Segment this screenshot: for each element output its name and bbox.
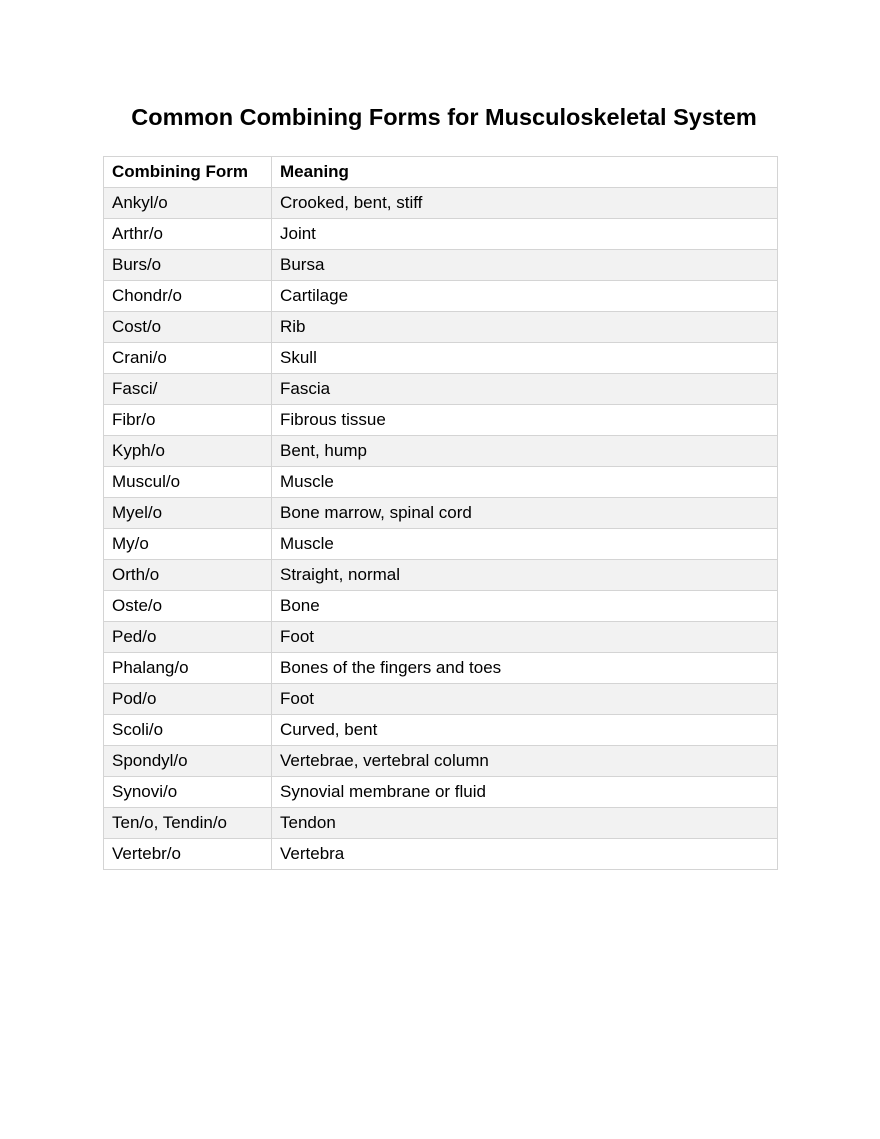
table-header bbox=[104, 157, 778, 188]
combining-form-cell: Crani/o bbox=[104, 343, 272, 374]
table-row bbox=[104, 312, 778, 343]
meaning-cell: Vertebrae, vertebral column bbox=[272, 746, 778, 777]
meaning-cell: Crooked, bent, stiff bbox=[272, 188, 778, 219]
table-row bbox=[104, 591, 778, 622]
table-row bbox=[104, 622, 778, 653]
combining-form-cell: Myel/o bbox=[104, 498, 272, 529]
meaning-cell: Rib bbox=[272, 312, 778, 343]
table-row bbox=[104, 374, 778, 405]
combining-form-cell: Scoli/o bbox=[104, 715, 272, 746]
combining-form-cell: Arthr/o bbox=[104, 219, 272, 250]
meaning-cell: Cartilage bbox=[272, 281, 778, 312]
meaning-cell: Vertebra bbox=[272, 839, 778, 870]
table-row bbox=[104, 219, 778, 250]
combining-form-cell: Vertebr/o bbox=[104, 839, 272, 870]
table-row bbox=[104, 560, 778, 591]
combining-form-cell: Fasci/ bbox=[104, 374, 272, 405]
table-row bbox=[104, 281, 778, 312]
meaning-cell: Foot bbox=[272, 622, 778, 653]
meaning-cell: Straight, normal bbox=[272, 560, 778, 591]
table-row bbox=[104, 250, 778, 281]
meaning-cell: Foot bbox=[272, 684, 778, 715]
combining-form-cell: Burs/o bbox=[104, 250, 272, 281]
table-row bbox=[104, 808, 778, 839]
combining-form-cell: Oste/o bbox=[104, 591, 272, 622]
meaning-cell: Muscle bbox=[272, 529, 778, 560]
combining-form-cell: Kyph/o bbox=[104, 436, 272, 467]
combining-form-cell: Synovi/o bbox=[104, 777, 272, 808]
table-row bbox=[104, 746, 778, 777]
combining-form-cell: Cost/o bbox=[104, 312, 272, 343]
table-row bbox=[104, 839, 778, 870]
combining-form-cell: Ankyl/o bbox=[104, 188, 272, 219]
meaning-cell: Curved, bent bbox=[272, 715, 778, 746]
meaning-cell: Fibrous tissue bbox=[272, 405, 778, 436]
table-row bbox=[104, 405, 778, 436]
combining-form-cell: Chondr/o bbox=[104, 281, 272, 312]
meaning-cell: Tendon bbox=[272, 808, 778, 839]
table-row bbox=[104, 188, 778, 219]
page-title: Common Combining Forms for Musculoskeletal System bbox=[131, 104, 757, 130]
column-header-meaning: Meaning bbox=[272, 157, 778, 188]
table-row bbox=[104, 715, 778, 746]
meaning-cell: Bones of the fingers and toes bbox=[272, 653, 778, 684]
meaning-cell: Fascia bbox=[272, 374, 778, 405]
meaning-cell: Bent, hump bbox=[272, 436, 778, 467]
table-row bbox=[104, 529, 778, 560]
column-header-combining-form: Combining Form bbox=[104, 157, 272, 188]
combining-form-cell: Fibr/o bbox=[104, 405, 272, 436]
meaning-cell: Bursa bbox=[272, 250, 778, 281]
combining-forms-table bbox=[103, 156, 778, 870]
table-row bbox=[104, 436, 778, 467]
meaning-cell: Muscle bbox=[272, 467, 778, 498]
meaning-cell: Bone bbox=[272, 591, 778, 622]
table-row bbox=[104, 653, 778, 684]
header-row bbox=[104, 157, 778, 188]
table-body bbox=[104, 188, 778, 870]
table-row bbox=[104, 684, 778, 715]
combining-form-cell: Ten/o, Tendin/o bbox=[104, 808, 272, 839]
combining-form-cell: Spondyl/o bbox=[104, 746, 272, 777]
combining-form-cell: My/o bbox=[104, 529, 272, 560]
combining-form-cell: Ped/o bbox=[104, 622, 272, 653]
meaning-cell: Synovial membrane or fluid bbox=[272, 777, 778, 808]
combining-form-cell: Orth/o bbox=[104, 560, 272, 591]
table-row bbox=[104, 343, 778, 374]
combining-form-cell: Muscul/o bbox=[104, 467, 272, 498]
meaning-cell: Bone marrow, spinal cord bbox=[272, 498, 778, 529]
combining-form-cell: Phalang/o bbox=[104, 653, 272, 684]
table-row bbox=[104, 498, 778, 529]
meaning-cell: Skull bbox=[272, 343, 778, 374]
meaning-cell: Joint bbox=[272, 219, 778, 250]
table-row bbox=[104, 777, 778, 808]
combining-form-cell: Pod/o bbox=[104, 684, 272, 715]
table-row bbox=[104, 467, 778, 498]
